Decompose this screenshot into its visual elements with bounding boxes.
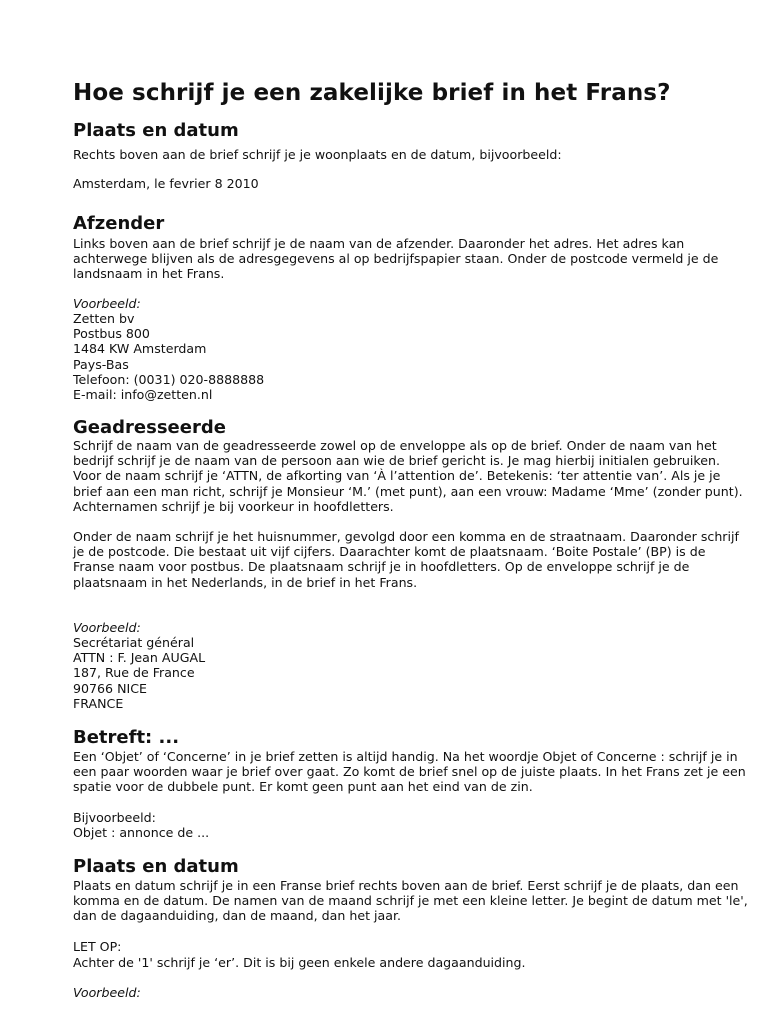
- paragraph: Plaats en datum schrijf je in een Franse brief rechts boven aan de brief. Eerst schrijf je de plaats, dan een komma en de datum. De namen van de maand schrijf je met een kleine letter. Je begint de datum met 'le', dan de dagaanduiding, dan de maand, dan het jaar.: [73, 878, 748, 924]
- example-label: Voorbeeld:: [73, 985, 141, 1000]
- heading-betreft: Betreft: ...: [73, 727, 180, 748]
- heading-plaats-en-datum: Plaats en datum: [73, 120, 239, 141]
- heading-geadresseerde: Geadresseerde: [73, 417, 226, 438]
- page-title: Hoe schrijf je een zakelijke brief in het Frans?: [73, 80, 671, 106]
- sender-address: Zetten bv Postbus 800 1484 KW Amsterdam Pays-Bas Telefoon: (0031) 020-8888888 E-mail: info@zetten.nl: [73, 311, 265, 403]
- paragraph: Schrijf de naam van de geadresseerde zowel op de enveloppe als op de brief. Onder de naam van het bedrijf schrijf je de naam van de persoon aan wie de brief gericht is. Je mag hierbij initialen gebruiken. Voor de naam schrijf je ‘ATTN, de afkorting van ‘À l’attention de’. Betekenis: ‘ter attentie van’. Als je je brief aan een man richt, schrijf je Monsieur ‘M.’ (met punt), aan een vrouw: Madame ‘Mme’ (zonder punt). Achternamen schrijf je bij voorkeur in hoofdletters.: [73, 438, 743, 514]
- heading-afzender: Afzender: [73, 213, 165, 234]
- example-objet: Objet : annonce de ...: [73, 825, 210, 840]
- heading-plaats-en-datum-2: Plaats en datum: [73, 856, 239, 877]
- example-date: Amsterdam, le fevrier 8 2010: [73, 176, 259, 191]
- example-label: Voorbeeld:: [73, 296, 141, 311]
- paragraph: Onder de naam schrijf je het huisnummer, gevolgd door een komma en de straatnaam. Daaronder schrijf je de postcode. Die bestaat uit vijf cijfers. Daarachter komt de plaatsnaam. ‘Boite Postale’ (BP) is de Franse naam voor postbus. De plaatsnaam schrijf je in hoofdletters. Op de enveloppe schrijf je de plaatsnaam in het Nederlands, in de brief in het Frans.: [73, 529, 739, 590]
- note-text: Achter de '1' schrijf je ‘er’. Dit is bij geen enkele andere dagaanduiding.: [73, 955, 526, 970]
- recipient-address: Secrétariat général ATTN : F. Jean AUGAL 187, Rue de France 90766 NICE FRANCE: [73, 635, 206, 711]
- paragraph: Een ‘Objet’ of ‘Concerne’ in je brief zetten is altijd handig. Na het woordje Objet of Concerne : schrijf je in een paar woorden waar je brief over gaat. Zo komt de brief snel op de juiste plaats. In het Frans zet je een spatie voor de dubbele punt. Er komt geen punt aan het eind van de zin.: [73, 749, 746, 795]
- paragraph: Rechts boven aan de brief schrijf je je woonplaats en de datum, bijvoorbeeld:: [73, 147, 562, 162]
- example-label: Voorbeeld:: [73, 620, 141, 635]
- example-label: Bijvoorbeeld:: [73, 810, 156, 825]
- note-label: LET OP:: [73, 939, 122, 954]
- paragraph: Links boven aan de brief schrijf je de naam van de afzender. Daaronder het adres. Het adres kan achterwege blijven als de adresgegevens al op bedrijfspapier staan. Onder de postcode vermeld je de landsnaam in het Frans.: [73, 236, 719, 282]
